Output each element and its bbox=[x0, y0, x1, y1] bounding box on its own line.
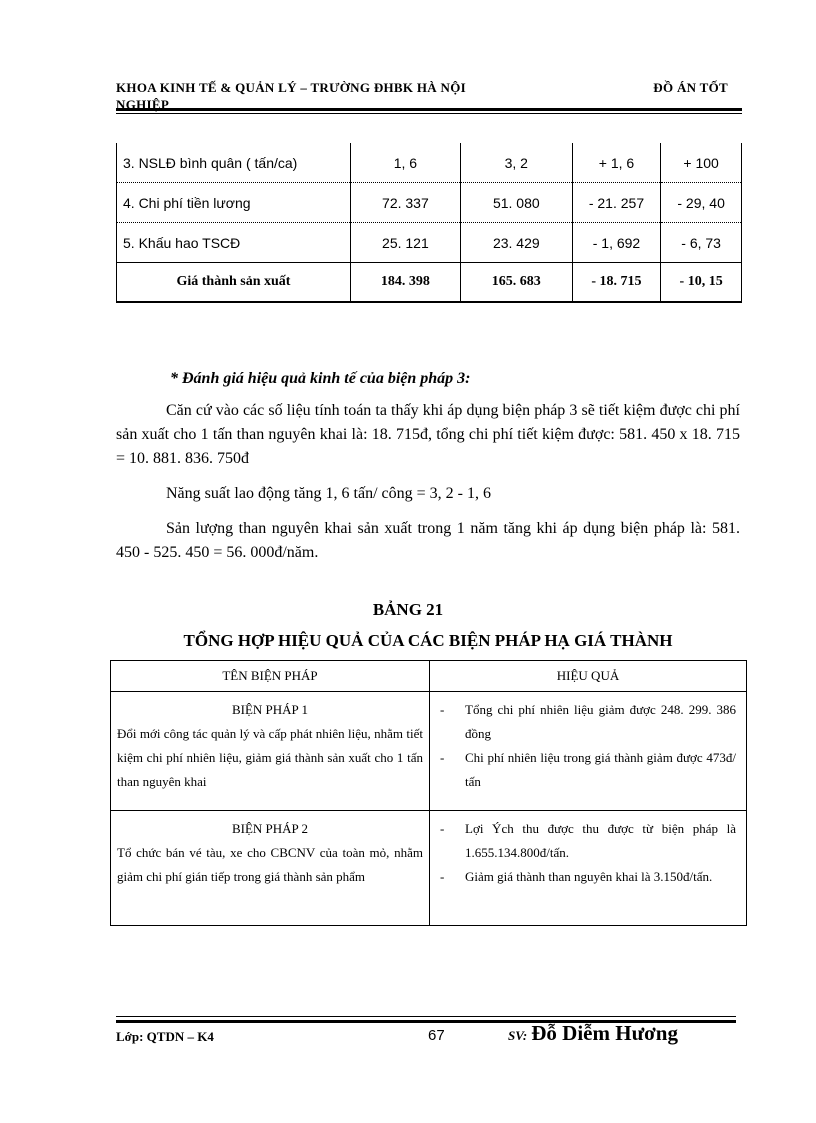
effect-cell bbox=[430, 811, 747, 926]
effect-text: Tổng chi phí nhiên liệu giảm được 248. 299. 386 đồng bbox=[465, 702, 736, 741]
table-row bbox=[117, 143, 742, 183]
footer-rule-thin bbox=[116, 1016, 736, 1017]
total-label: Giá thành sản xuất bbox=[117, 263, 351, 303]
table-row bbox=[111, 692, 747, 811]
cell-difference: + 1, 6 bbox=[572, 143, 661, 183]
evaluation-paragraph-1 bbox=[116, 399, 740, 471]
paragraph-text: Căn cứ vào các số liệu tính toán ta thấy khi áp dụng biện pháp 3 sẽ tiết kiệm được chi phí sản xuất cho 1 tấn than nguyên khai là: 18. 715đ, tổng chi phí tiết kiệm được: 581. 450 x 18. 715 = 10. 881. 836. 750đ bbox=[116, 402, 740, 467]
effect-cell bbox=[430, 692, 747, 811]
measure-description: Tổ chức bán vé tàu, xe cho CBCNV của toàn mỏ, nhằm giảm chi phí gián tiếp trong giá thành sản phẩm bbox=[117, 845, 423, 884]
page-number: 67 bbox=[428, 1027, 445, 1044]
measure-description: Đổi mới công tác quản lý và cấp phát nhiên liệu, nhằm tiết kiệm chi phí nhiên liệu, giảm giá thành sản xuất cho 1 tấn than nguyên khai bbox=[117, 726, 423, 789]
header-document-type: ĐỒ ÁN TỐT bbox=[653, 80, 728, 95]
effect-text: Lợi Ých thu được thu được từ biện pháp là 1.655.134.800đ/tấn. bbox=[465, 821, 736, 860]
cell-before: 72. 337 bbox=[350, 183, 460, 223]
cell-before: 25. 121 bbox=[350, 223, 460, 263]
column-header-effect: HIỆU QUẢ bbox=[430, 661, 747, 692]
table-subtitle: TỔNG HỢP HIỆU QUẢ CỦA CÁC BIỆN PHÁP HẠ GIÁ THÀNH bbox=[183, 631, 673, 650]
evaluation-paragraph-3 bbox=[116, 517, 740, 565]
cell-percent: - 6, 73 bbox=[661, 223, 742, 263]
footer-student bbox=[508, 1021, 678, 1046]
evaluation-paragraph-2: Năng suất lao động tăng 1, 6 tấn/ công = 3, 2 - 1, 6 bbox=[166, 485, 491, 502]
header-document-type-continued: NGHIỆP bbox=[116, 97, 170, 112]
header-faculty: KHOA KINH TẾ & QUẢN LÝ – TRƯỜNG ĐHBK HÀ NỘI bbox=[116, 80, 466, 95]
cell-after: 23. 429 bbox=[460, 223, 572, 263]
cell-difference: - 21. 257 bbox=[572, 183, 661, 223]
column-header-measure: TÊN BIỆN PHÁP bbox=[111, 661, 430, 692]
measure-name: BIỆN PHÁP 2 bbox=[231, 821, 309, 836]
table-row bbox=[117, 223, 742, 263]
header-rule-thin bbox=[116, 113, 742, 114]
effect-item: - Tổng chi phí nhiên liệu giảm được 248. 299. 386 đồng bbox=[436, 698, 736, 746]
effect-text: Giảm giá thành than nguyên khai là 3.150đ/tấn. bbox=[465, 869, 713, 884]
total-percent: - 10, 15 bbox=[661, 263, 742, 303]
total-after: 165. 683 bbox=[460, 263, 572, 303]
paragraph-text: Sản lượng than nguyên khai sản xuất trong 1 năm tăng khi áp dụng biện pháp là: 581. 450 - 525. 450 = 56. 000đ/năm. bbox=[116, 520, 740, 561]
table-title: BẢNG 21 bbox=[372, 600, 444, 619]
student-name: Đỗ Diễm Hương bbox=[531, 1021, 678, 1045]
footer-class: Lớp: QTDN – K4 bbox=[116, 1029, 214, 1044]
effect-item: - Lợi Ých thu được thu được từ biện pháp là 1.655.134.800đ/tấn. bbox=[436, 817, 736, 865]
effect-text: Chi phí nhiên liệu trong giá thành giảm được 473đ/ tấn bbox=[465, 750, 736, 789]
measure-name: BIỆN PHÁP 1 bbox=[231, 702, 309, 717]
total-before: 184. 398 bbox=[350, 263, 460, 303]
row-label: 3. NSLĐ bình quân ( tấn/ca) bbox=[117, 143, 351, 183]
table-row bbox=[111, 811, 747, 926]
student-label: SV: bbox=[508, 1028, 528, 1043]
cell-difference: - 1, 692 bbox=[572, 223, 661, 263]
row-label: 4. Chi phí tiền lương bbox=[117, 183, 351, 223]
effect-item: - Chi phí nhiên liệu trong giá thành giảm được 473đ/ tấn bbox=[436, 746, 736, 794]
measure-cell bbox=[111, 692, 430, 811]
total-difference: - 18. 715 bbox=[572, 263, 661, 303]
cell-after: 51. 080 bbox=[460, 183, 572, 223]
cell-before: 1, 6 bbox=[350, 143, 460, 183]
table-row bbox=[117, 183, 742, 223]
evaluation-heading: * Đánh giá hiệu quả kinh tế của biện pháp 3: bbox=[170, 370, 471, 387]
table-total-row bbox=[117, 263, 742, 303]
table-header-row bbox=[111, 661, 747, 692]
header-rule-thick bbox=[116, 108, 742, 111]
cost-comparison-table bbox=[116, 143, 742, 303]
cell-percent: - 29, 40 bbox=[661, 183, 742, 223]
measure-cell bbox=[111, 811, 430, 926]
effect-item: - Giảm giá thành than nguyên khai là 3.150đ/tấn. bbox=[436, 865, 736, 889]
row-label: 5. Khấu hao TSCĐ bbox=[117, 223, 351, 263]
summary-table bbox=[110, 660, 747, 926]
cell-after: 3, 2 bbox=[460, 143, 572, 183]
cell-percent: + 100 bbox=[661, 143, 742, 183]
